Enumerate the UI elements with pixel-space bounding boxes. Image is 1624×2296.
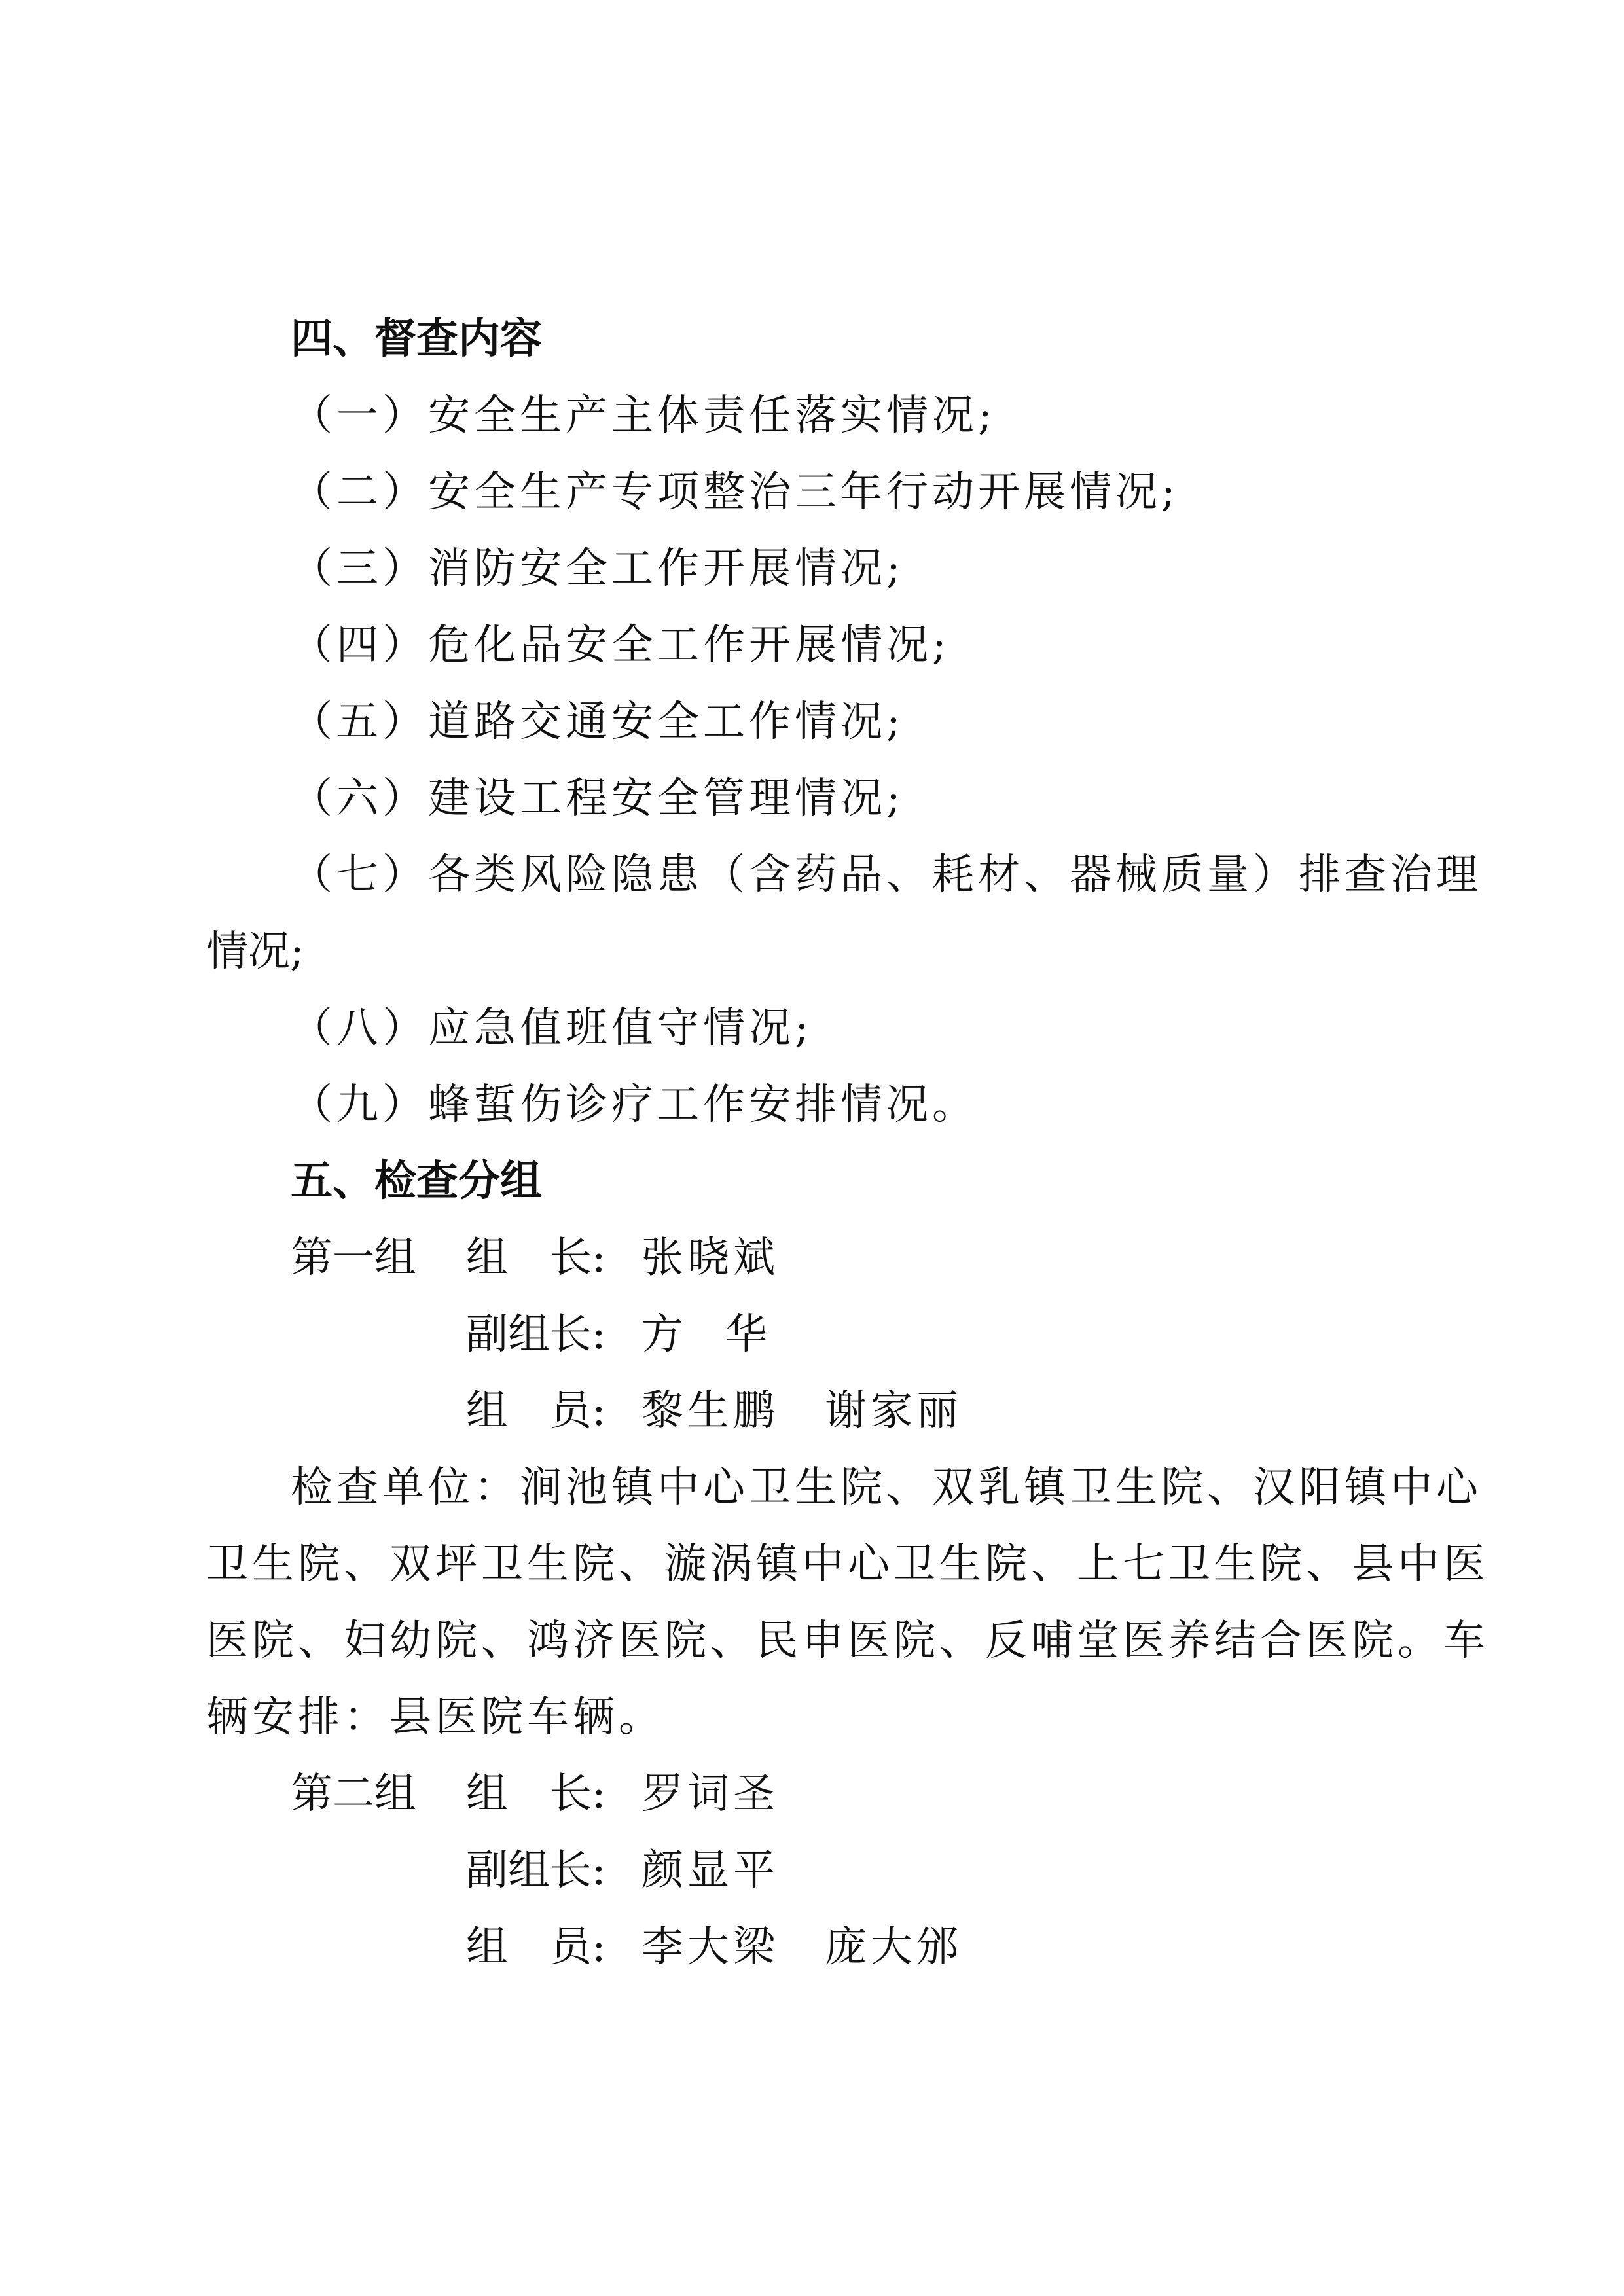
section-4-item-3: （三）消防安全工作开展情况;: [291, 545, 905, 593]
group-1-members-label: 组 员:: [466, 1387, 606, 1435]
group-1-deputy-label: 副组长:: [466, 1310, 606, 1359]
group-2-members-label: 组 员:: [466, 1923, 606, 1971]
group-2-deputy: 颜显平: [641, 1846, 779, 1895]
section-4-item-5: （五）道路交通安全工作情况;: [291, 698, 905, 746]
group-2-name: 第二组: [291, 1770, 416, 1818]
group-1-units-line-2: 卫生院、双坪卫生院、漩涡镇中心卫生院、上七卫生院、县中医: [206, 1540, 1489, 1588]
section-4-item-8: （八）应急值班值守情况;: [291, 1004, 813, 1052]
section-4-item-7-cont: 情况;: [206, 927, 304, 976]
group-1-name: 第一组: [291, 1234, 416, 1282]
section-5-heading: 五、检查分组: [291, 1157, 542, 1206]
group-2-deputy-label: 副组长:: [466, 1846, 606, 1895]
section-4-item-9: （九）蜂蜇伤诊疗工作安排情况。: [291, 1081, 978, 1129]
section-4-item-2: （二）安全生产专项整治三年行动开展情况;: [291, 468, 1180, 516]
group-1-units-line-1: 检查单位：涧池镇中心卫生院、双乳镇卫生院、汉阳镇中心: [291, 1463, 1482, 1512]
group-1-units-line-3: 医院、妇幼院、鸿济医院、民申医院、反哺堂医养结合医院。车: [206, 1617, 1489, 1665]
group-2-leader: 罗词圣: [641, 1770, 779, 1818]
section-4-item-6: （六）建设工程安全管理情况;: [291, 774, 905, 823]
group-1-units-line-4: 辆安排：县医院车辆。: [206, 1693, 664, 1742]
group-1-leader: 张晓斌: [641, 1234, 779, 1282]
section-4-heading: 四、督查内容: [291, 315, 542, 363]
group-2-leader-label: 组 长:: [466, 1770, 606, 1818]
group-2-members: 李大梁 庞大邠: [641, 1923, 962, 1971]
group-1-leader-label: 组 长:: [466, 1234, 606, 1282]
group-1-members: 黎生鹏 谢家丽: [641, 1387, 962, 1435]
section-4-item-1: （一）安全生产主体责任落实情况;: [291, 391, 996, 440]
group-1-deputy: 方 华: [641, 1310, 767, 1359]
section-4-item-4: （四）危化品安全工作开展情况;: [291, 621, 950, 670]
section-4-item-7: （七）各类风险隐患（含药品、耗材、器械质量）排查治理: [291, 851, 1482, 899]
